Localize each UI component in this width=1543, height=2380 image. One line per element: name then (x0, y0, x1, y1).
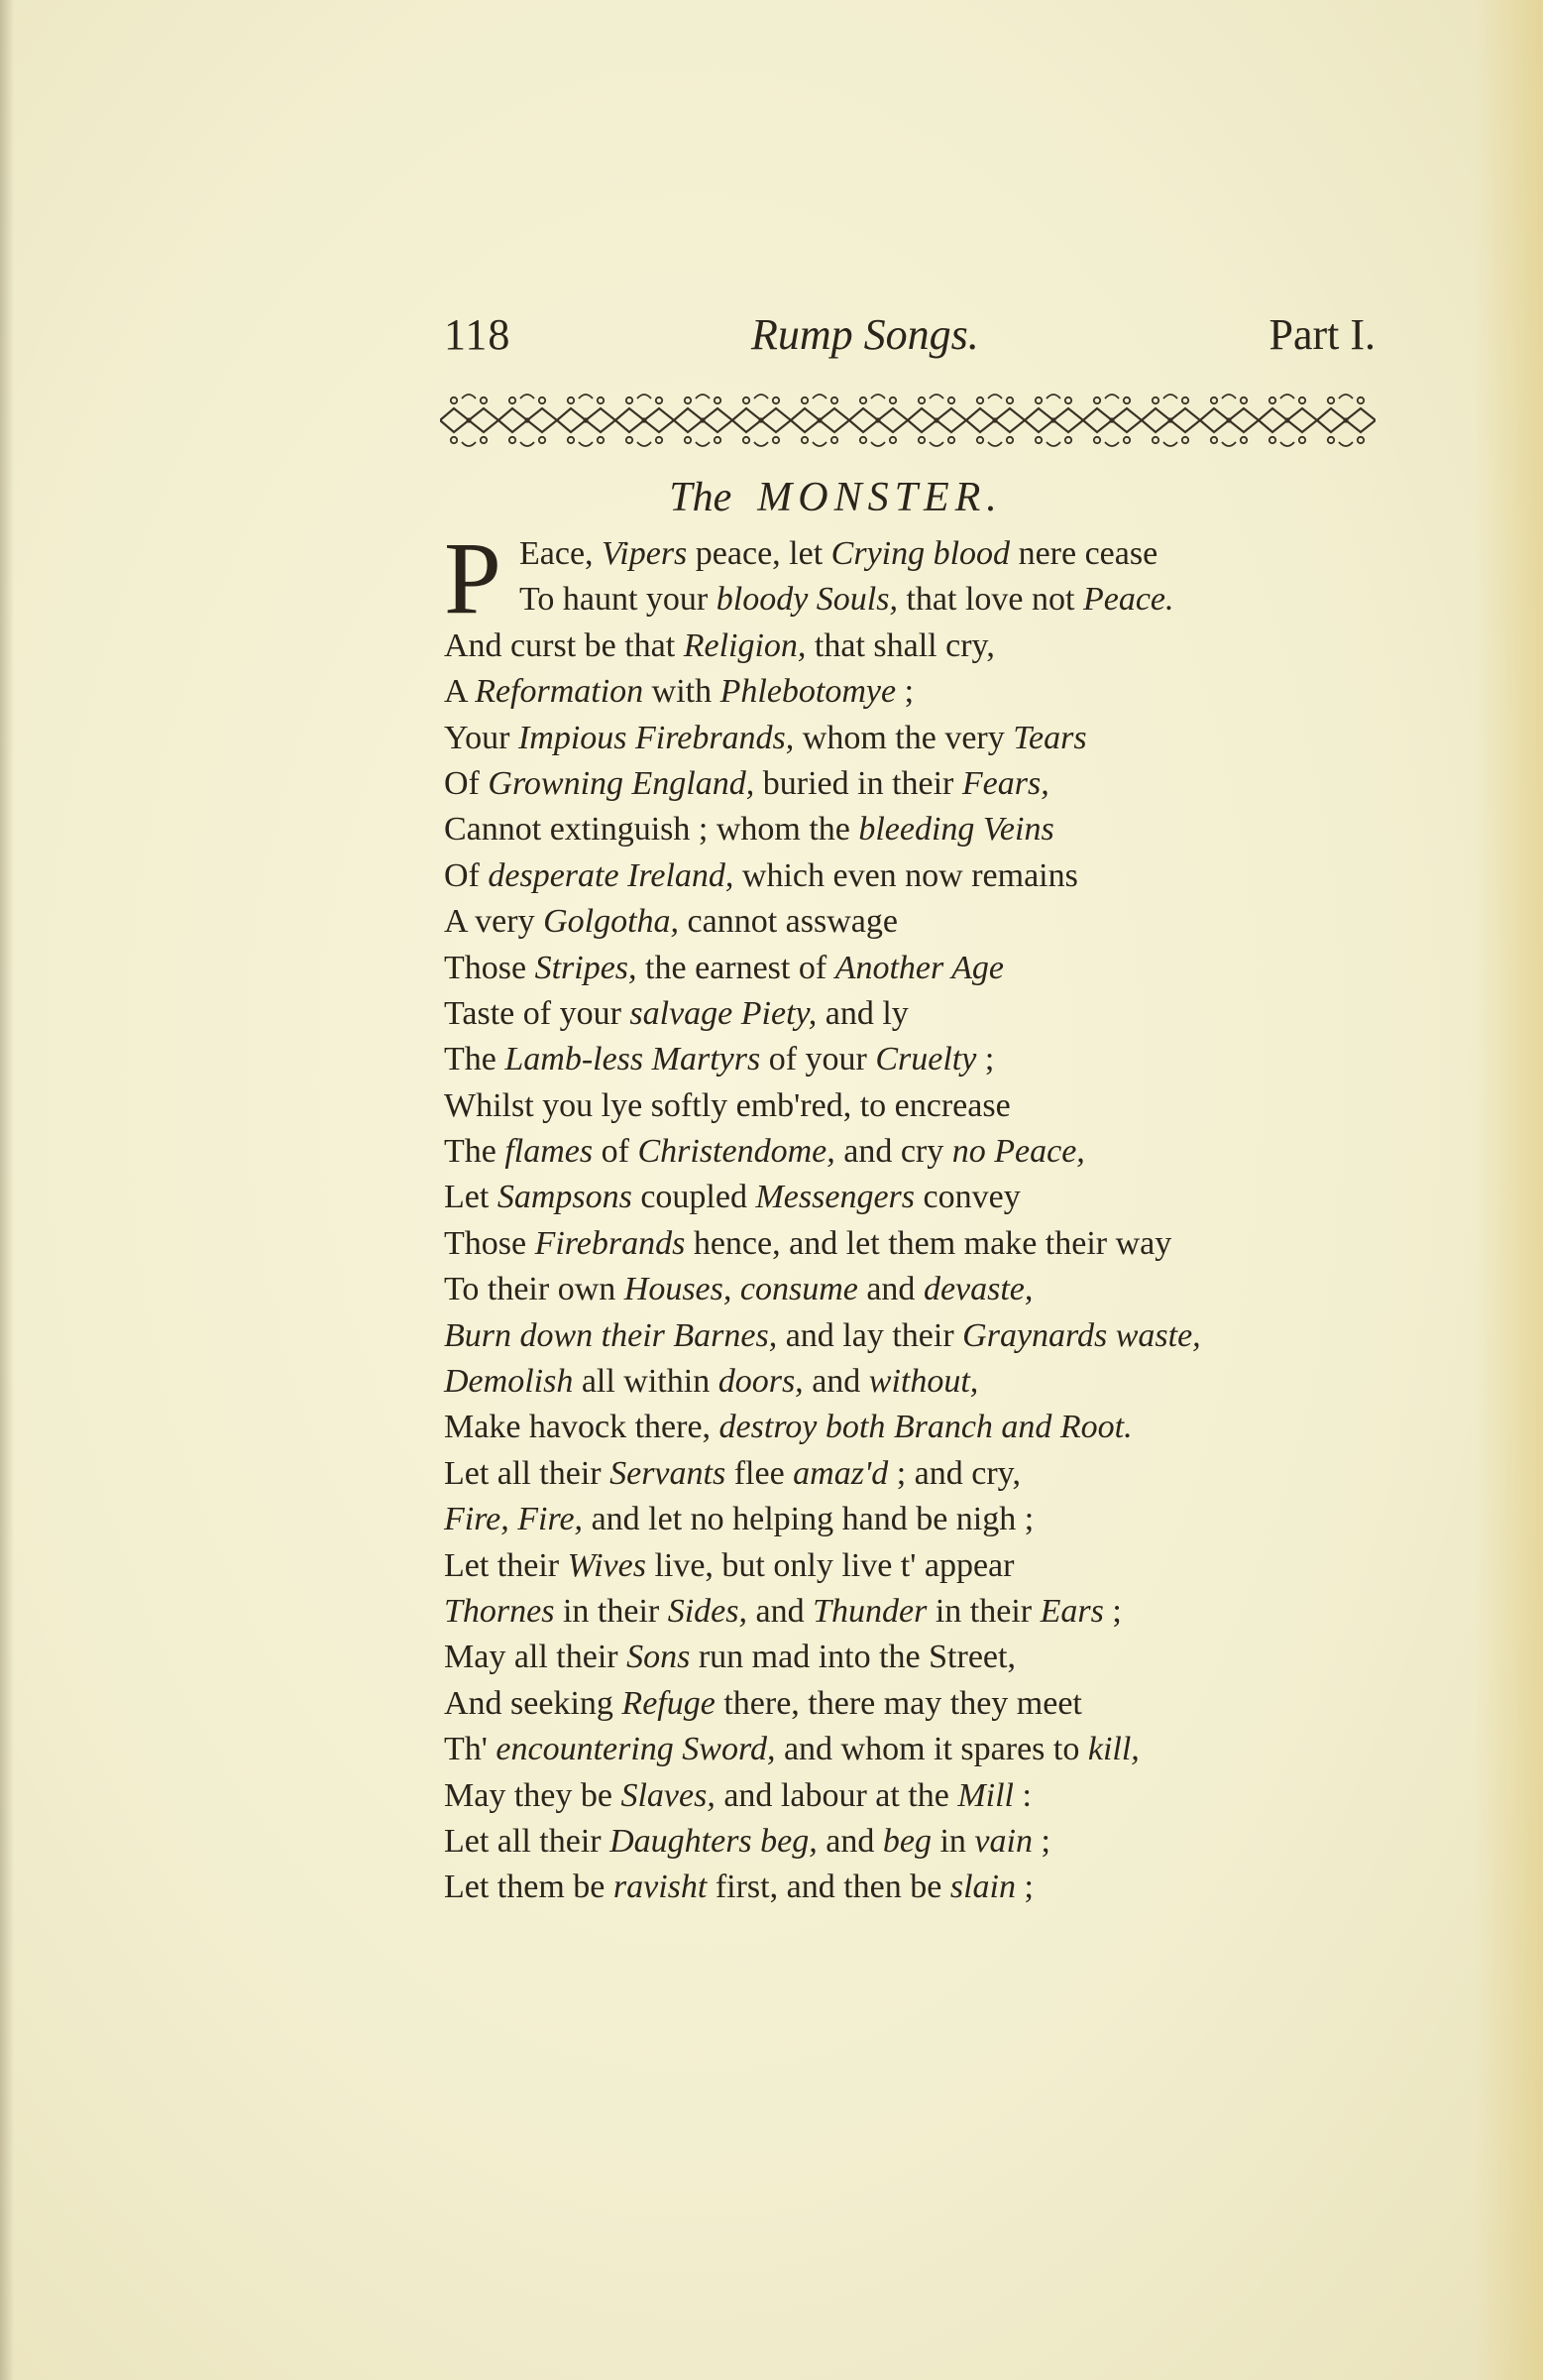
poem-line (444, 531, 1395, 577)
poem-line (444, 1497, 1395, 1542)
running-title: Rump Songs. (751, 310, 979, 359)
italic-text: no Peace, (951, 1133, 1085, 1171)
italic-text: Thunder (813, 1592, 928, 1630)
poem-line (444, 669, 1395, 715)
italic-text: slain (949, 1869, 1016, 1906)
italic-text: Christendome, (637, 1133, 835, 1171)
roman-text: peace, let (687, 535, 831, 572)
roman-text: and lay their (777, 1316, 963, 1354)
roman-text: and let no helping hand be nigh ; (583, 1501, 1035, 1538)
italic-text: Messengers (755, 1179, 916, 1216)
italic-text: Vipers (602, 535, 688, 572)
roman-text: ; (1015, 1869, 1034, 1906)
roman-text: Make havock there, (444, 1409, 719, 1446)
roman-text: Of (444, 764, 489, 802)
italic-text: Fears, (961, 764, 1049, 802)
roman-text: Cannot extinguish ; whom the (444, 811, 859, 849)
italic-text: amaz'd (793, 1454, 889, 1492)
italic-text: Ears (1040, 1592, 1104, 1630)
roman-text: nere cease (1010, 535, 1158, 572)
poem-line (444, 1681, 1395, 1727)
roman-text: and (857, 1271, 924, 1308)
roman-text: ; (1032, 1822, 1050, 1860)
poem-line (444, 1267, 1395, 1312)
roman-text: A very (444, 903, 544, 941)
roman-text: ; (896, 673, 915, 711)
poem-line (444, 1589, 1395, 1635)
part-label: Part I. (1268, 310, 1376, 359)
roman-text: and (817, 1822, 883, 1860)
roman-text: : (1014, 1776, 1032, 1814)
italic-text: beg (882, 1822, 932, 1860)
roman-text: Let (444, 1179, 497, 1216)
italic-text: Impious Firebrands, (517, 719, 795, 756)
italic-text: Sons (626, 1639, 691, 1676)
italic-text: flames (504, 1133, 594, 1171)
roman-text: that shall cry, (806, 626, 995, 664)
drop-cap: P (444, 521, 501, 635)
page-edge-tint (1474, 0, 1543, 2380)
roman-text: May they be (444, 1776, 621, 1814)
roman-text: Eace, (519, 535, 603, 572)
poem-line (444, 1405, 1395, 1450)
italic-text: Wives (567, 1546, 646, 1584)
poem-line (444, 1083, 1395, 1129)
poem-line (444, 1129, 1395, 1175)
italic-text: Growning England, (488, 764, 755, 802)
roman-text: Let them be (444, 1869, 613, 1906)
poem-line (444, 1865, 1395, 1910)
poem-title-prefix: The (669, 475, 732, 520)
roman-text: run mad into the Street, (690, 1639, 1016, 1676)
italic-text: Crying blood (830, 535, 1011, 572)
poem-body (444, 521, 1395, 1911)
italic-text: encountering Sword, (496, 1731, 776, 1768)
italic-text: Mill (957, 1776, 1015, 1814)
italic-text: bloody Souls, (716, 581, 898, 619)
roman-text: and cry (834, 1133, 952, 1171)
italic-text: Peace. (1082, 581, 1174, 619)
poem-line (444, 1773, 1395, 1819)
italic-text: Sampsons (496, 1179, 632, 1216)
roman-text: and labour at the (715, 1776, 958, 1814)
roman-text (731, 1271, 740, 1307)
roman-text: cannot asswage (679, 903, 898, 941)
poem-title-main: MONSTER. (757, 475, 1003, 520)
roman-text: in (931, 1822, 975, 1860)
italic-text: Tears (1013, 719, 1087, 756)
roman-text: live, but only live t' appear (645, 1546, 1015, 1584)
roman-text: To haunt your (519, 581, 716, 619)
roman-text: that love not (897, 581, 1083, 619)
italic-text: bleeding Veins (858, 811, 1054, 849)
page-gutter-shadow (0, 0, 14, 2380)
poem-line (444, 1037, 1395, 1082)
italic-text: devaste, (923, 1271, 1034, 1308)
roman-text: with (643, 673, 720, 711)
poem-line (444, 853, 1395, 899)
roman-text: ; (976, 1041, 995, 1078)
poem-line (444, 899, 1395, 945)
italic-text: ravisht (612, 1869, 708, 1906)
italic-text: destroy both Branch and Root. (718, 1409, 1133, 1446)
poem-line (444, 807, 1395, 852)
italic-text: Slaves, (620, 1776, 716, 1814)
roman-text: of (593, 1133, 638, 1171)
italic-text: desperate Ireland, (488, 856, 734, 894)
italic-text: Refuge (621, 1684, 716, 1722)
roman-text: ; and cry, (888, 1454, 1021, 1492)
poem-line (444, 1359, 1395, 1405)
italic-text: Sides, (667, 1592, 748, 1630)
roman-text: The (444, 1133, 505, 1171)
poem-line (444, 1175, 1395, 1220)
roman-text: first, and then be (707, 1869, 950, 1906)
roman-text: convey (915, 1179, 1021, 1216)
poem-line (444, 1451, 1395, 1497)
italic-text: kill, (1087, 1731, 1140, 1768)
roman-text: and ly (817, 994, 909, 1032)
poem-line (444, 1727, 1395, 1772)
decorative-ornament-band (440, 389, 1376, 452)
poem-line (444, 946, 1395, 991)
italic-text: Religion, (683, 626, 807, 664)
roman-text: coupled (631, 1179, 756, 1216)
italic-text: Cruelty (875, 1041, 977, 1078)
italic-text: consume (739, 1271, 858, 1308)
italic-text: Houses, (623, 1271, 732, 1308)
roman-text: there, there may they meet (715, 1684, 1082, 1722)
italic-text: vain (974, 1822, 1033, 1860)
roman-text: And seeking (444, 1684, 622, 1722)
poem-line (444, 1819, 1395, 1865)
roman-text: To their own (444, 1271, 624, 1308)
poem-line (444, 623, 1395, 669)
roman-text: May all their (444, 1639, 627, 1676)
poem-line (444, 1543, 1395, 1589)
poem-line (444, 716, 1395, 761)
roman-text: and (747, 1592, 814, 1630)
poem-line (444, 761, 1395, 807)
italic-text: Lamb-less Martyrs (504, 1041, 761, 1078)
roman-text: A (444, 673, 476, 711)
italic-text: Fire, Fire, (444, 1501, 584, 1538)
roman-text: whom the very (794, 719, 1014, 756)
italic-text: Reformation (475, 673, 644, 711)
poem-title (0, 474, 1543, 521)
italic-text: without, (868, 1363, 979, 1401)
roman-text: of your (760, 1041, 876, 1078)
roman-text: flee (725, 1454, 794, 1492)
poem-line (444, 991, 1395, 1037)
italic-text: Stripes, (534, 949, 637, 986)
italic-text: Servants (609, 1454, 726, 1492)
poem-line (444, 577, 1395, 623)
roman-text: Let all their (444, 1454, 610, 1492)
italic-text: salvage Piety, (629, 994, 818, 1032)
roman-text: buried in their (754, 764, 962, 802)
italic-text: Daughters beg, (609, 1822, 818, 1860)
roman-text: Th' (444, 1731, 496, 1768)
poem-line (444, 1635, 1395, 1680)
roman-text: And curst be that (444, 626, 684, 664)
roman-text: Whilst you lye softly emb'red, to encrease (444, 1086, 1011, 1124)
poem-line (444, 1313, 1395, 1359)
italic-text: Golgotha, (543, 903, 680, 941)
roman-text: Those (444, 1224, 535, 1262)
roman-text: ; (1103, 1592, 1122, 1630)
roman-text: Let all their (444, 1822, 610, 1860)
italic-text: Graynards waste, (962, 1316, 1201, 1354)
roman-text: all within (573, 1363, 718, 1401)
roman-text: Those (444, 949, 535, 986)
roman-text: and (803, 1363, 869, 1401)
roman-text: hence, and let them make their way (685, 1224, 1172, 1262)
roman-text: Your (444, 719, 518, 756)
roman-text: The (444, 1041, 505, 1078)
roman-text: and whom it spares to (775, 1731, 1088, 1768)
roman-text: Taste of your (444, 994, 630, 1032)
roman-text: Of (444, 856, 489, 894)
italic-text: Phlebotomye (719, 673, 897, 711)
running-header (444, 309, 1376, 373)
italic-text: doors, (717, 1363, 804, 1401)
roman-text: in their (927, 1592, 1041, 1630)
poem-line (444, 1221, 1395, 1267)
roman-text: in their (554, 1592, 668, 1630)
italic-text: Demolish (444, 1363, 574, 1401)
italic-text: Burn down their Barnes, (444, 1316, 778, 1354)
italic-text: Thornes (444, 1592, 555, 1630)
italic-text: Another Age (834, 949, 1004, 986)
roman-text: the earnest of (636, 949, 835, 986)
page-number: 118 (444, 310, 511, 359)
roman-text: Let their (444, 1546, 568, 1584)
italic-text: Firebrands (534, 1224, 686, 1262)
roman-text: which even now remains (733, 856, 1078, 894)
